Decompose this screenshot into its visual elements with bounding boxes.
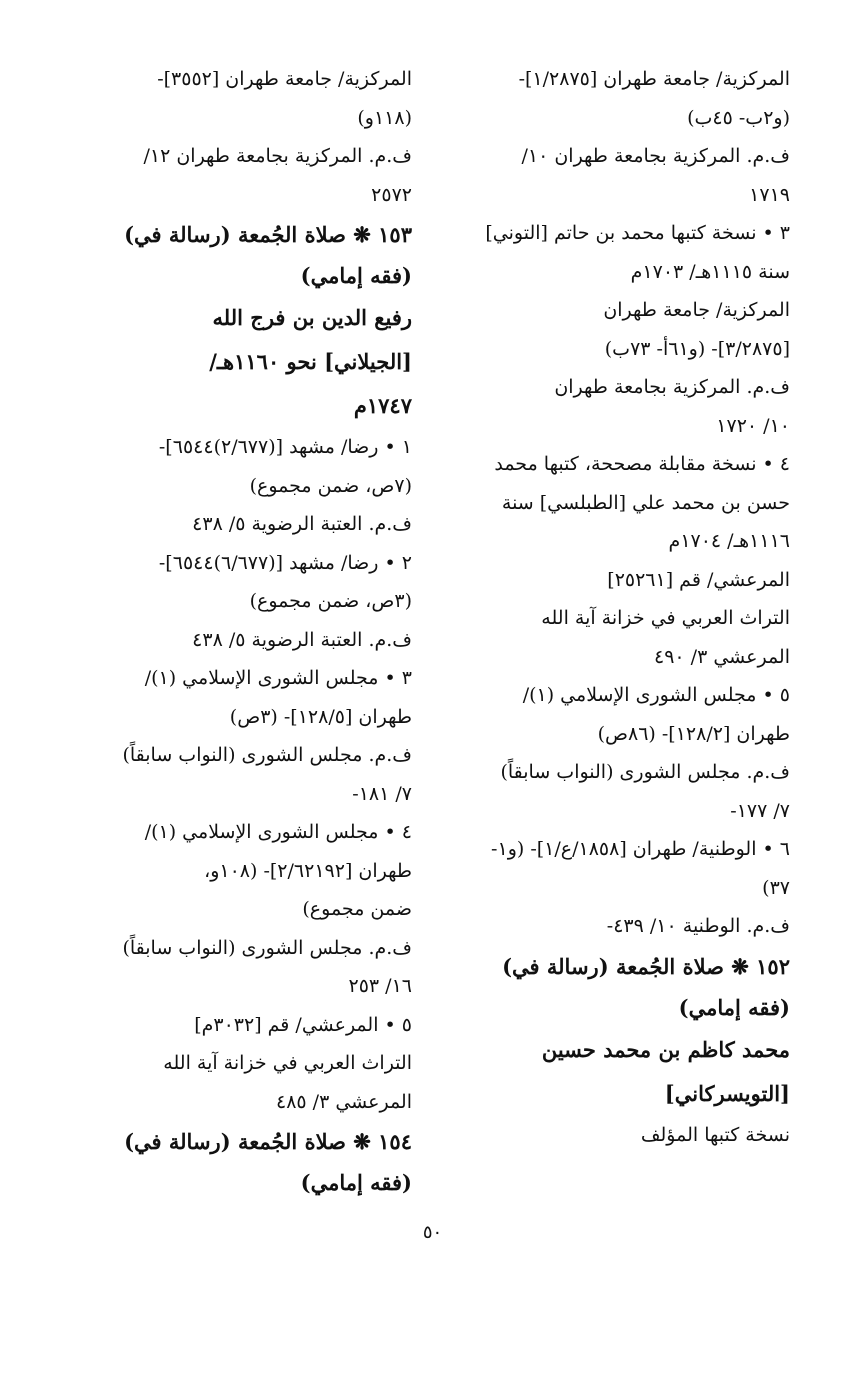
text-line: ١١١٦هـ/ ١٧٠٤م (668, 530, 790, 552)
text-line: رفيع الدين بن فرج الله (212, 305, 412, 330)
text-line: المرعشي/ قم [٢٥٢٦١] (607, 568, 790, 591)
page-number: ٥٠ (422, 1222, 443, 1243)
text-line: سنة ١١١٥هـ/ ١٧٠٣م (630, 260, 790, 283)
text-line: ١٠/ ١٧٢٠ (716, 414, 790, 437)
text-line: ٣ • نسخة كتبها محمد بن حاتم [التوني] (485, 222, 790, 244)
text-line: المرعشي ٣/ ٤٩٠ (654, 645, 790, 668)
text-line: ١٧١٩ (749, 183, 790, 206)
text-line: ١٧٤٧م (353, 393, 412, 418)
text-line: ٢٥٧٢ (371, 183, 412, 206)
text-line: ٤ • نسخة مقابلة مصححة، كتبها محمد (494, 453, 790, 475)
text-line: ١٥٤ ❋ صلاة الجُمعة (رسالة في) (124, 1129, 412, 1154)
left-column (50, 60, 412, 1203)
text-line: ١٦/ ٢٥٣ (348, 975, 412, 997)
text-line: طهران [١٢٨/٥]- (٣ص) (229, 705, 412, 728)
text-line: المركزية/ جامعة طهران (603, 299, 790, 321)
text-line: حسن بن محمد علي [الطبلسي] سنة (501, 491, 790, 514)
text-line: ف.م. مجلس الشورى (النواب سابقاً) (122, 744, 412, 766)
text-line: التراث العربي في خزانة آية الله (541, 607, 790, 629)
text-line: ٧/ ١٨١- (352, 782, 412, 805)
text-line: ف.م. المركزية بجامعة طهران (554, 376, 790, 398)
text-line: ف.م. المركزية بجامعة طهران ١٢/ (143, 145, 412, 167)
text-line: طهران [٢/٦٢١٩٢]- (١٠٨و، (204, 859, 412, 882)
text-line: (١١٨و) (357, 106, 412, 129)
text-line: ٥ • المرعشي/ قم [٣٠٣٢م] (194, 1013, 412, 1036)
right-column (440, 60, 790, 1154)
text-line: ٣ • مجلس الشورى الإسلامي (١)/ (144, 667, 412, 689)
text-line: المرعشي ٣/ ٤٨٥ (276, 1090, 412, 1113)
text-line: ١ • رضا/ مشهد [(٢/٦٧٧)٦٥٤٤]- (158, 436, 412, 458)
text-line: التراث العربي في خزانة آية الله (163, 1052, 412, 1074)
text-line: ف.م. العتبة الرضوية ٥/ ٤٣٨ (192, 513, 412, 535)
text-line: [التويسركاني] (664, 1080, 790, 1106)
text-line: (و٢ب- ٤٥ب) (687, 106, 790, 129)
text-line: ٧/ ١٧٧- (730, 799, 790, 822)
text-line: ف.م. الوطنية ١٠/ ٤٣٩- (606, 915, 790, 937)
text-line: ف.م. مجلس الشورى (النواب سابقاً) (122, 936, 412, 959)
text-line: ف.م. العتبة الرضوية ٥/ ٤٣٨ (192, 628, 412, 651)
text-line: (فقه إمامي) (300, 263, 412, 288)
text-line: (فقه إمامي) (300, 1170, 412, 1195)
text-line: ضمن مجموع) (302, 898, 412, 920)
text-line: نسخة كتبها المؤلف (640, 1123, 790, 1146)
text-line: ٥ • مجلس الشورى الإسلامي (١)/ (522, 684, 790, 706)
text-line: ١٥٣ ❋ صلاة الجُمعة (رسالة في) (124, 222, 412, 247)
text-line: (٣ص، ضمن مجموع) (249, 590, 412, 612)
text-line: محمد كاظم بن محمد حسين (541, 1036, 790, 1062)
text-line: ف.م. المركزية بجامعة طهران ١٠/ (521, 145, 790, 167)
text-line: [الجيلاني] نحو ١١٦٠هـ/ (209, 349, 412, 374)
text-line: ٣٧) (762, 876, 790, 899)
text-line: (فقه إمامي) (678, 994, 790, 1020)
text-line: ٦ • الوطنية/ طهران [١٨٥٨/ع/١]- (و١- (491, 838, 790, 860)
text-line: [٣/٢٨٧٥]- (و٦١أ- ٧٣ب) (604, 337, 790, 360)
text-line: ف.م. مجلس الشورى (النواب سابقاً) (500, 761, 790, 783)
text-line: ١٥٢ ❋ صلاة الجُمعة (رسالة في) (502, 953, 790, 979)
text-line: (٧ص، ضمن مجموع) (249, 474, 412, 497)
text-line: طهران [١٢٨/٢]- (٨٦ص) (597, 722, 790, 745)
text-line: ٢ • رضا/ مشهد [(٦/٦٧٧)٦٥٤٤]- (158, 551, 412, 574)
text-line: ٤ • مجلس الشورى الإسلامي (١)/ (144, 821, 412, 843)
text-line: المركزية/ جامعة طهران [١/٢٨٧٥]- (518, 68, 790, 90)
text-line: المركزية/ جامعة طهران [٣٥٥٢]- (157, 68, 412, 90)
